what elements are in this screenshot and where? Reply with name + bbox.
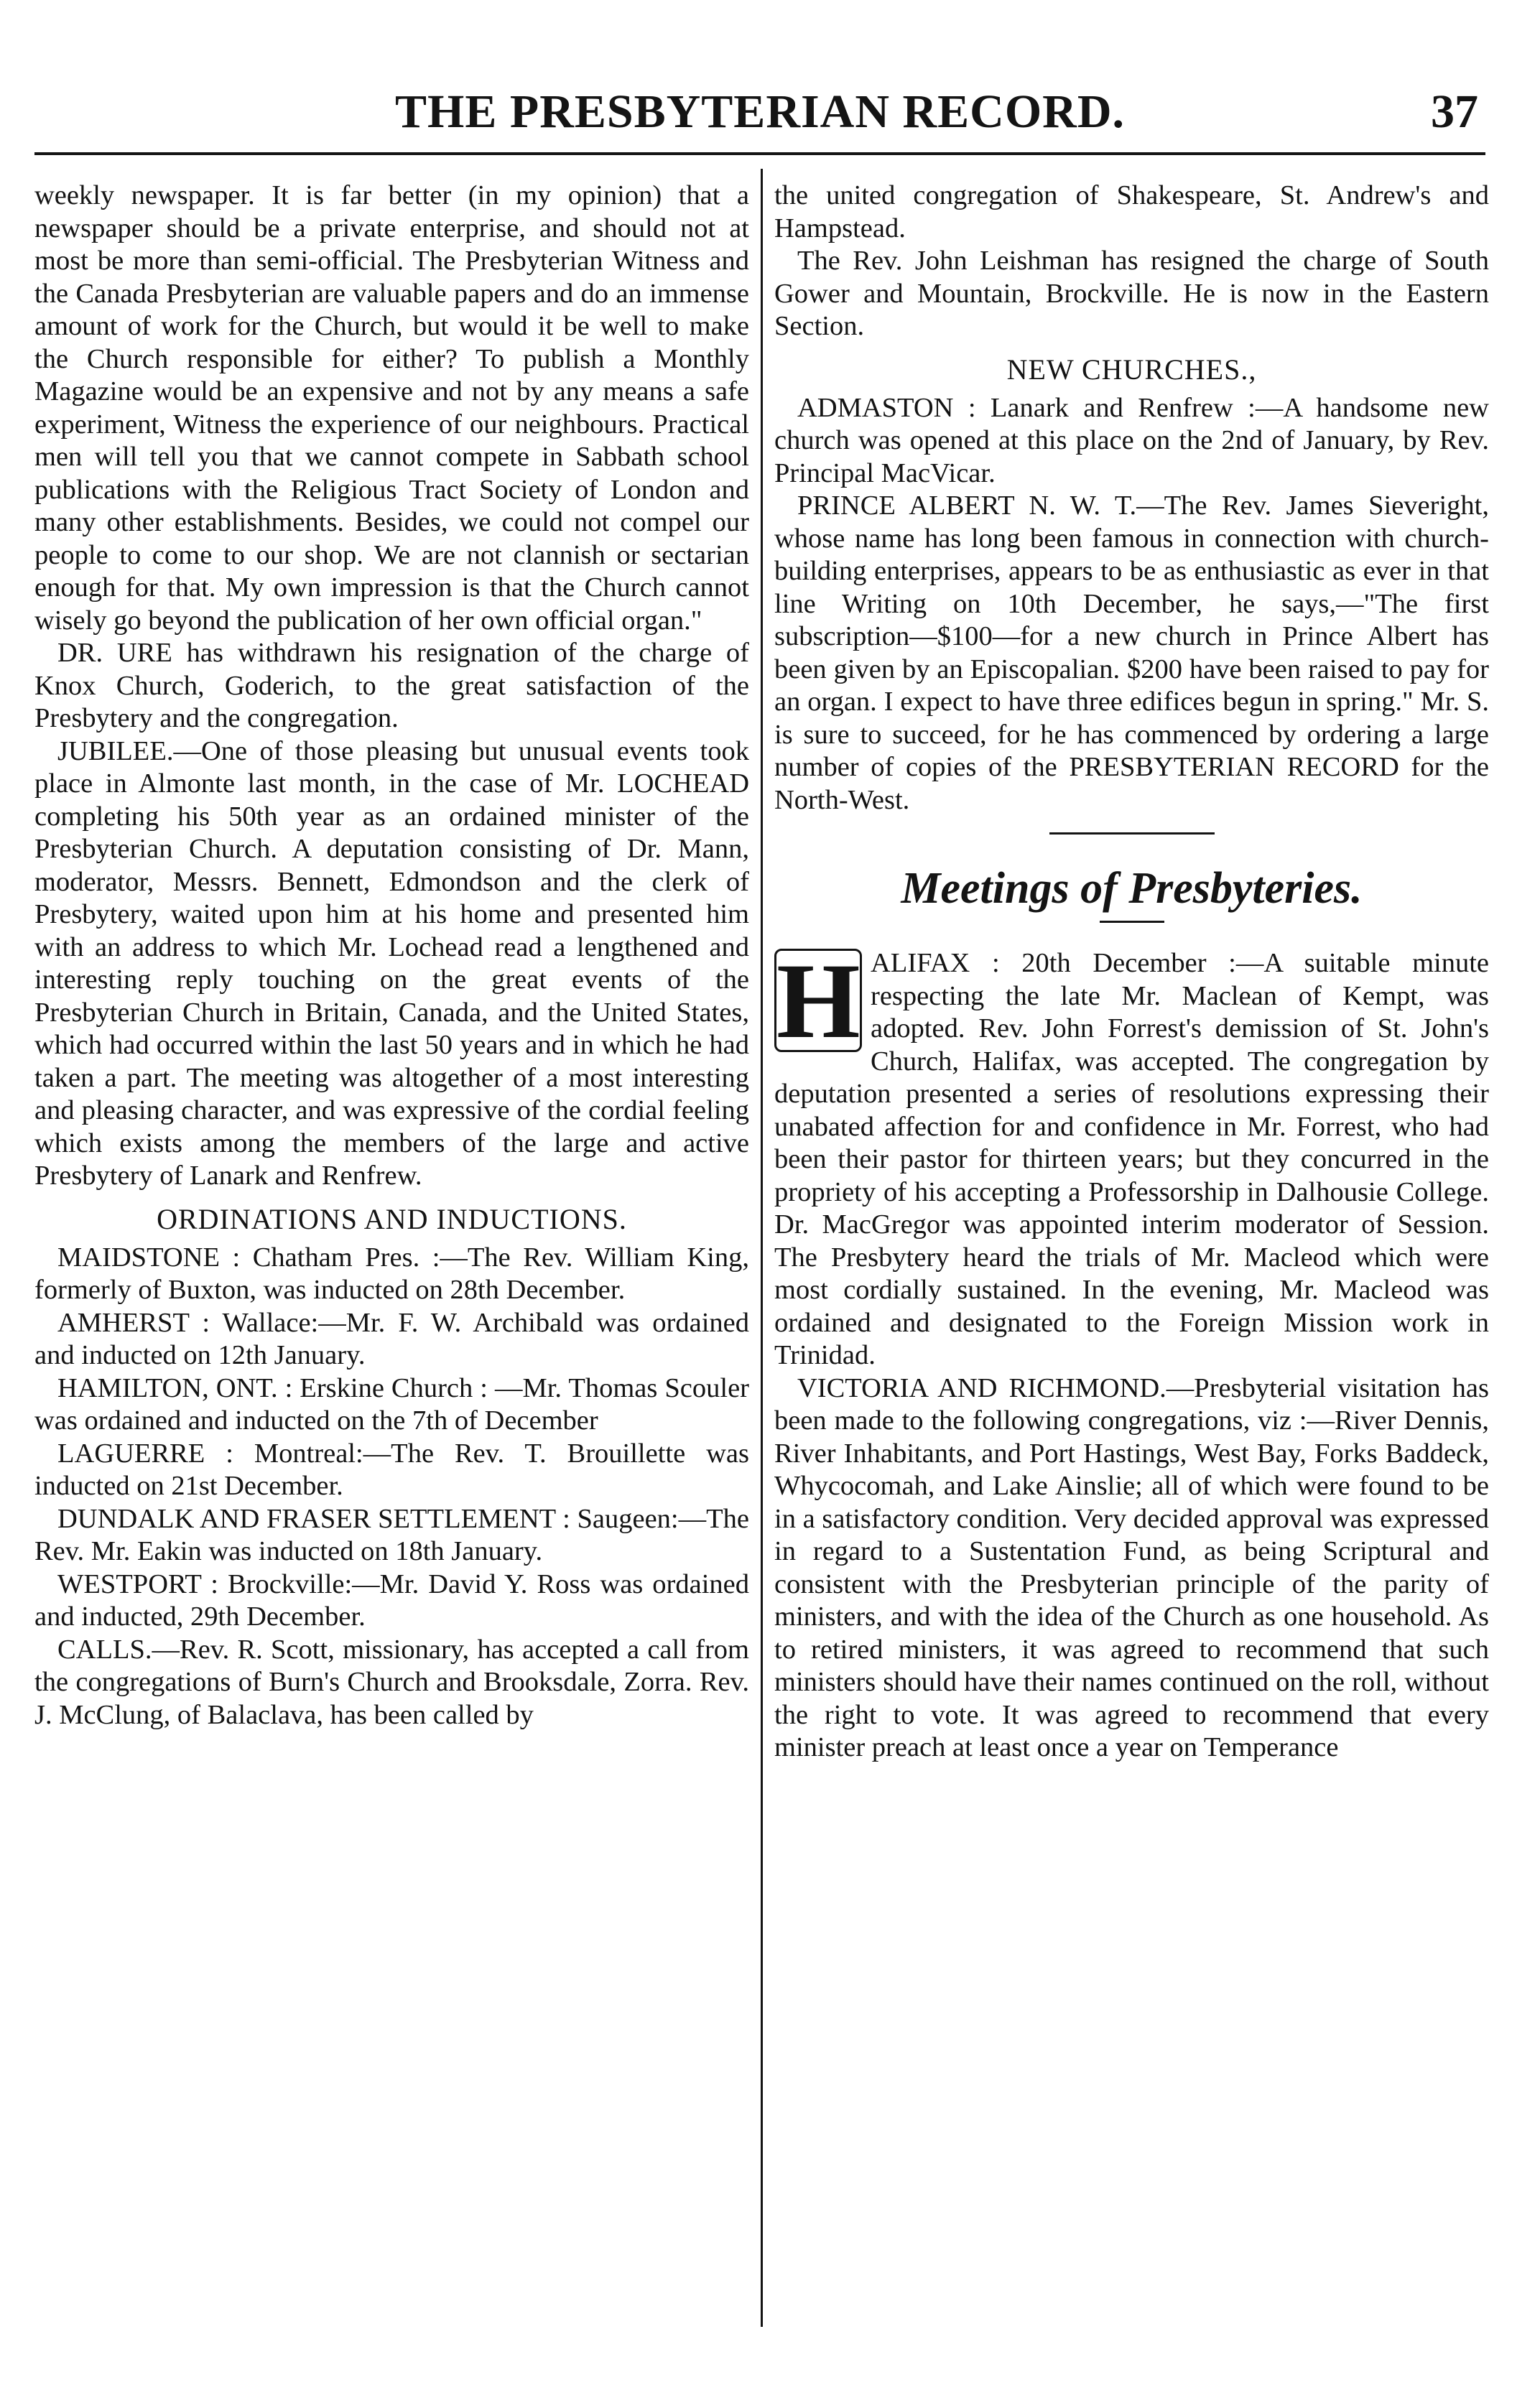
maidstone-item: MAIDSTONE : Chatham Pres. :—The Rev. William King, formerly of Buxton, was inducted on 28th December.: [34, 1242, 749, 1305]
ordinations-heading: ORDINATIONS AND INDUCTIONS.: [157, 1202, 627, 1235]
amherst-item: AMHERST : Wallace:—Mr. F. W. Archibald was ordained and inducted on 12th January.: [34, 1307, 749, 1370]
publication-title: THE PRESBYTERIAN RECORD.: [395, 85, 1125, 138]
right-column: [774, 180, 1489, 1765]
column-divider: [761, 169, 763, 2327]
prince-albert-item: PRINCE ALBERT N. W. T.—The Rev. James Sieveright, whose name has long been famous in connection with church-building enterprises, appears to be as enthusiastic as ever in that line Writing on 10th December, he says,—"The first subscription—$100—for a new church in Prince Albert has been given by an Episcopalian. $200 have been raised to pay for an organ. I expect to have three edifices begun in spring." Mr. S. is sure to succeed, for he has commenced by ordering a large number of copies of the PRESBYTERIAN RECORD for the North-West.: [774, 491, 1489, 815]
left-column: [34, 180, 749, 1731]
dr-ure-paragraph: DR. URE has withdrawn his resignation of the charge of Knox Church, Goderich, to the great satisfaction of the Presbytery and the congregation.: [34, 638, 749, 733]
title-underline: [1100, 921, 1164, 923]
victoria-richmond-paragraph: VICTORIA AND RICHMOND.—Presbyterial visitation has been made to the following congregations, viz :—River Dennis, River Inhabitants, and Port Hastings, West Bay, Forks Baddeck, Whycocomah, and Lake Ainslie; all of which were found to be in a satisfactory condition. Very decided approval was expressed in regard to a Sustentation Fund, as being Scriptural and consistent with the Presbyterian principle of the parity of ministers, and with the idea of the Church as one household. As to retired ministers, it was agreed to recommend that such ministers should have their names continued on the roll, without the right to vote. It was agreed to recommend that every minister preach at least once a year on Temperance: [774, 1372, 1489, 1762]
meetings-of-presbyteries-heading: Meetings of Presbyteries.: [901, 864, 1363, 913]
continuation-paragraph: the united congregation of Shakespeare, St. Andrew's and Hampstead.: [774, 180, 1489, 243]
dundalk-item: DUNDALK AND FRASER SETTLEMENT : Saugeen:—The Rev. Mr. Eakin was inducted on 18th January.: [34, 1503, 749, 1566]
page-number: 37: [1431, 85, 1478, 138]
header-rule: [34, 152, 1485, 155]
jubilee-paragraph: JUBILEE.—One of those pleasing but unusual events took place in Almonte last month, in the case of Mr. LOCHEAD completing his 50th year as an ordained minister of the Presbyterian Church. A deputation consisting of Dr. Mann, moderator, Messrs. Bennett, Edmondson and the clerk of Presbytery, waited upon him at his home and presented him with an address to which Mr. Lochead read a lengthened and interesting reply touching on the great events of the Presbyterian Church in Britain, Canada, and the United States, which had occurred within the last 50 years and in which he had taken a part. The meeting was altogether of a most interesting and pleasing character, and was expressive of the cordial feeling which exists among the members of the large and active Presbytery of Lanark and Renfrew.: [34, 735, 749, 1191]
halifax-section: [774, 942, 1489, 1372]
calls-item: CALLS.—Rev. R. Scott, missionary, has accepted a call from the congregations of Burn's Church and Brooksdale, Zorra. Rev. J. McClung, of Balaclava, has been called by: [34, 1634, 749, 1730]
drop-cap-letter: H: [774, 949, 862, 1052]
admaston-item: ADMASTON : Lanark and Renfrew :—A handsome new church was opened at this place on the 2nd of January, by Rev. Principal MacVicar.: [774, 392, 1489, 488]
new-churches-heading: NEW CHURCHES.,: [1006, 353, 1257, 386]
page-header: [34, 72, 1485, 158]
newspaper-paragraph: weekly newspaper. It is far better (in my opinion) that a newspaper should be a private enterprise, and should not at most be more than semi-official. The Presbyterian Witness and the Canada Presbyterian are valuable papers and do an immense amount of work for the Church, but would it be well to make the Church responsible for either? To publish a Monthly Magazine would be an expensive and not by any means a safe experiment, Witness the experience of our neighbours. Practical men will tell you that we cannot compete in Sabbath school publications with the Religious Tract Society of London and many other establishments. Besides, we could not compel our people to come to our shop. We are not clannish or sectarian enough for that. My own impression is that the Church cannot wisely go beyond the publication of her own official organ.": [34, 180, 749, 636]
westport-item: WESTPORT : Brockville:—Mr. David Y. Ross was ordained and inducted, 29th December.: [34, 1568, 749, 1632]
hamilton-item: HAMILTON, ONT. : Erskine Church : —Mr. Thomas Scouler was ordained and inducted on the 7th of December: [34, 1372, 749, 1436]
halifax-paragraph: ALIFAX : 20th December :—A suitable minute respecting the late Mr. Maclean of Kempt, was adopted. Rev. John Forrest's demission of St. John's Church, Halifax, was accepted. The congregation by deputation presented a series of resolutions expressing their unabated affection for and confidence in Mr. Forrest, who had been their pastor for thirteen years; but they concurred in the propriety of his accepting a Professorship in Dalhousie College. Dr. MacGregor was appointed interim moderator of Session. The Presbytery heard the trials of Mr. Macleod which were most cordially sustained. In the evening, Mr. Macleod was ordained and designated to the Foreign Mission work in Trinidad.: [774, 948, 1489, 1370]
laguerre-item: LAGUERRE : Montreal:—The Rev. T. Brouillette was inducted on 21st December.: [34, 1438, 749, 1501]
section-divider: [1049, 832, 1215, 835]
leishman-paragraph: The Rev. John Leishman has resigned the charge of South Gower and Mountain, Brockville. He is now in the Eastern Section.: [774, 246, 1489, 341]
